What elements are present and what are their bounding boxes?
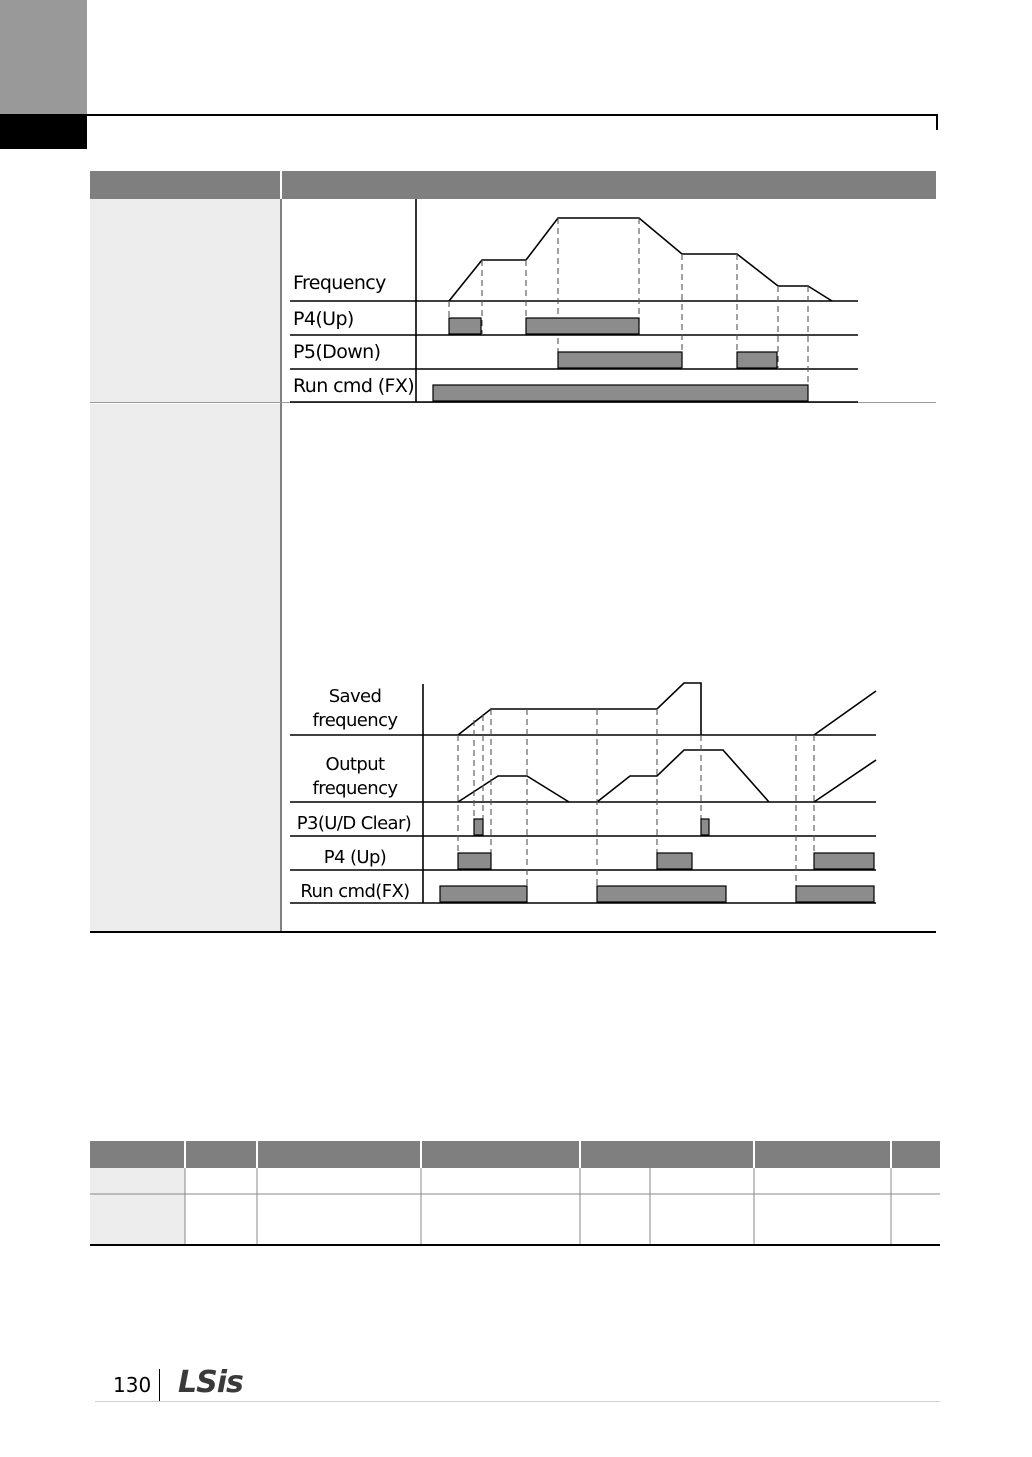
ls-is-logo — [176, 1362, 262, 1398]
parameter-table-header — [90, 1141, 940, 1168]
signal-label-p4-up: P4 (Up) — [323, 847, 387, 868]
page-number: 130 — [113, 1373, 152, 1397]
signal-label-p4-up: P4(Up) — [293, 308, 354, 330]
signal-label-line: Saved — [328, 686, 382, 707]
signal-label-p5-down: P5(Down) — [293, 341, 381, 363]
signal-label-run-cmd: Run cmd(FX) — [300, 881, 410, 902]
signal-label-line: frequency — [312, 778, 398, 799]
signal-label-run-cmd: Run cmd (FX) — [293, 375, 415, 397]
footer-vertical-divider — [159, 1369, 160, 1401]
signal-label-line: frequency — [312, 710, 398, 731]
signal-label-frequency: Frequency — [293, 272, 386, 294]
ls-is-logo-text: LSis — [178, 1365, 243, 1398]
signal-label-line: Output — [325, 754, 385, 775]
signal-label-p3-ud-clear: P3(U/D Clear) — [296, 813, 412, 834]
footer-rule — [95, 1401, 940, 1402]
parameter-table-label-cell — [90, 1168, 185, 1245]
